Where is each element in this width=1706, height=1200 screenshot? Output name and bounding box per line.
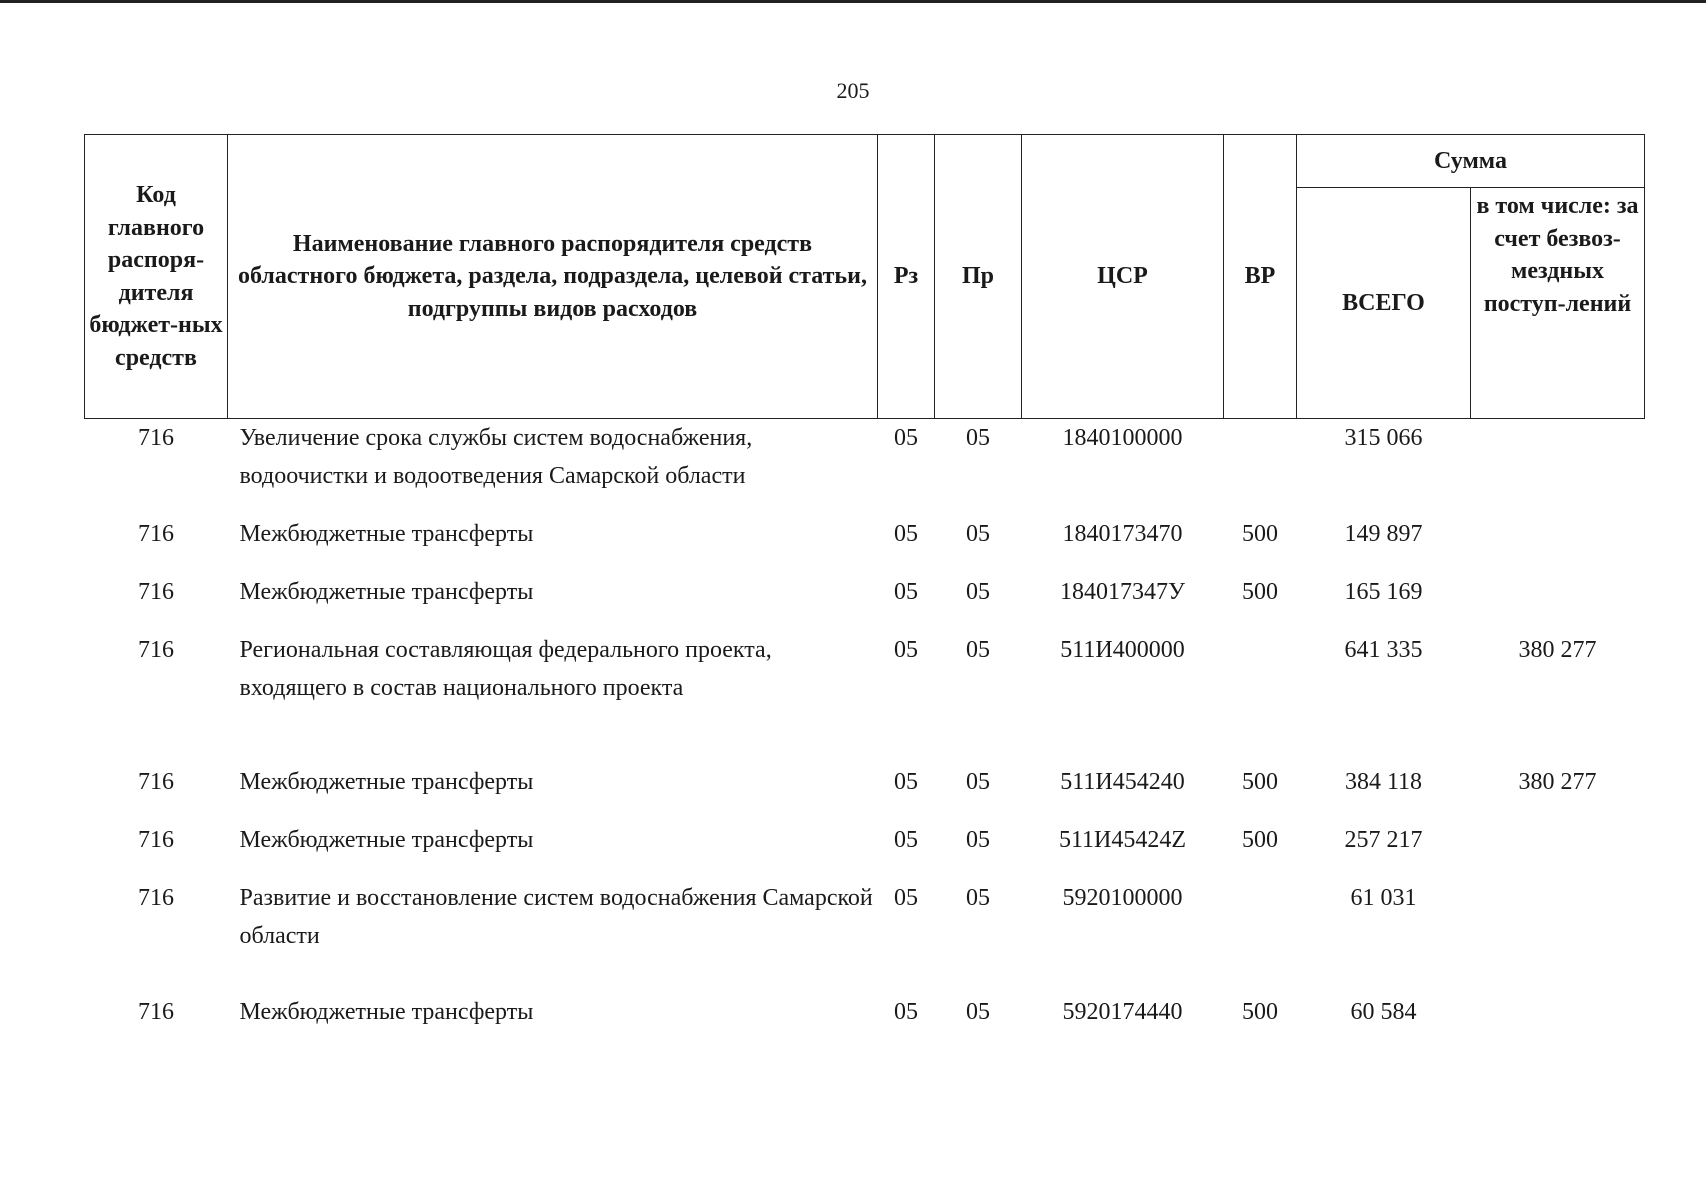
cell-total: 149 897 (1344, 521, 1423, 547)
cell-vr (1224, 419, 1297, 516)
cell-vr: 500 (1242, 769, 1278, 795)
cell-name: Увеличение срока службы систем водоснабжения, водоочистки и водоотведения Самарской области (239, 425, 753, 489)
cell-vr (1224, 879, 1297, 993)
cell-rz: 05 (894, 579, 918, 605)
cell-pr: 05 (966, 425, 990, 451)
budget-table (84, 134, 1645, 1051)
table-row (85, 631, 1645, 763)
cell-free: 380 277 (1518, 637, 1597, 663)
cell-total: 384 118 (1344, 769, 1423, 795)
page-number: 205 (836, 78, 870, 103)
cell-free (1471, 993, 1645, 1051)
cell-total: 165 169 (1344, 579, 1423, 605)
cell-name: Межбюджетные трансферты (239, 999, 534, 1025)
cell-pr: 05 (966, 999, 990, 1025)
cell-code: 716 (138, 521, 174, 547)
cell-name: Межбюджетные трансферты (239, 769, 534, 795)
cell-pr: 05 (966, 579, 990, 605)
cell-rz: 05 (894, 885, 918, 911)
cell-csr: 511И400000 (1060, 637, 1185, 663)
cell-name: Межбюджетные трансферты (239, 827, 534, 853)
cell-rz: 05 (894, 769, 918, 795)
cell-vr: 500 (1242, 521, 1278, 547)
cell-csr: 1840173470 (1062, 521, 1183, 547)
top-border-line (0, 0, 1706, 3)
cell-csr: 5920100000 (1062, 885, 1183, 911)
header-csr: ЦСР (1022, 135, 1224, 419)
header-name: Наименование главного распорядителя средств областного бюджета, раздела, подраздела, целевой статьи, подгруппы видов расходов (228, 135, 878, 419)
table-body (85, 419, 1645, 1052)
cell-name: Развитие и восстановление систем водоснабжения Самарской области (239, 885, 873, 949)
cell-rz: 05 (894, 425, 918, 451)
cell-csr: 1840100000 (1062, 425, 1183, 451)
cell-pr: 05 (966, 637, 990, 663)
table-row (85, 879, 1645, 993)
table-row (85, 821, 1645, 879)
cell-free: 380 277 (1518, 769, 1597, 795)
cell-code: 716 (138, 425, 174, 451)
cell-total: 60 584 (1350, 999, 1417, 1025)
cell-pr: 05 (966, 769, 990, 795)
cell-csr: 5920174440 (1062, 999, 1183, 1025)
cell-vr: 500 (1242, 579, 1278, 605)
table-header (85, 135, 1645, 419)
header-vr: ВР (1224, 135, 1297, 419)
cell-pr: 05 (966, 885, 990, 911)
cell-code: 716 (138, 827, 174, 853)
cell-name: Региональная составляющая федерального проекта, входящего в состав национального проекта (239, 637, 772, 701)
cell-free (1471, 419, 1645, 516)
cell-name: Межбюджетные трансферты (239, 579, 534, 605)
cell-csr: 511И454240 (1060, 769, 1185, 795)
cell-total: 315 066 (1344, 425, 1423, 451)
cell-code: 716 (138, 637, 174, 663)
cell-free (1471, 515, 1645, 573)
header-total: ВСЕГО (1297, 188, 1471, 419)
cell-rz: 05 (894, 637, 918, 663)
header-free: в том числе: за счет безвоз-мездных поступ-лений (1471, 188, 1645, 419)
header-code: Код главного распоря-дителя бюджет-ных средств (85, 135, 228, 419)
table-row (85, 993, 1645, 1051)
cell-csr: 511И45424Z (1058, 827, 1187, 853)
cell-vr (1224, 631, 1297, 763)
cell-free (1471, 879, 1645, 993)
cell-free (1471, 821, 1645, 879)
cell-rz: 05 (894, 999, 918, 1025)
cell-vr: 500 (1242, 999, 1278, 1025)
table-row (85, 419, 1645, 516)
header-summa: Сумма (1297, 135, 1645, 188)
cell-vr: 500 (1242, 827, 1278, 853)
cell-free (1471, 573, 1645, 631)
cell-rz: 05 (894, 521, 918, 547)
cell-name: Межбюджетные трансферты (239, 521, 534, 547)
header-rz: Рз (878, 135, 935, 419)
cell-code: 716 (138, 769, 174, 795)
cell-csr: 184017347У (1060, 579, 1185, 605)
cell-code: 716 (138, 999, 174, 1025)
table-row (85, 763, 1645, 821)
table-row (85, 515, 1645, 573)
cell-total: 641 335 (1344, 637, 1423, 663)
header-pr: Пр (935, 135, 1022, 419)
cell-pr: 05 (966, 827, 990, 853)
cell-code: 716 (138, 579, 174, 605)
cell-total: 257 217 (1344, 827, 1423, 853)
cell-rz: 05 (894, 827, 918, 853)
cell-pr: 05 (966, 521, 990, 547)
cell-total: 61 031 (1350, 885, 1417, 911)
table-row (85, 573, 1645, 631)
cell-code: 716 (138, 885, 174, 911)
